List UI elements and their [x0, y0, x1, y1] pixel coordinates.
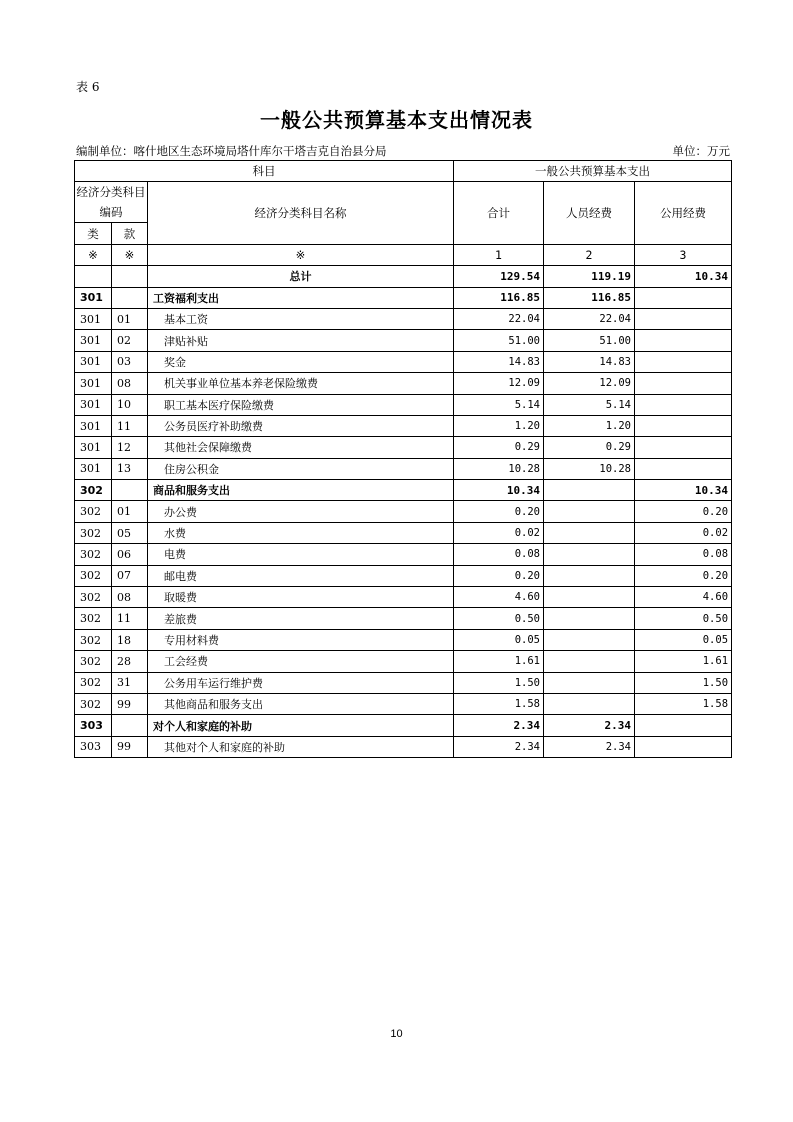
total-cell: 1.61: [454, 651, 544, 672]
item-header: 款: [112, 223, 148, 244]
personnel-cell: 0.29: [544, 437, 635, 458]
cat-cell: 301: [75, 351, 112, 372]
public-cell: 0.20: [635, 501, 732, 522]
name-cell: 总计: [148, 266, 454, 287]
total-cell: 0.05: [454, 629, 544, 650]
personnel-cell: [544, 608, 635, 629]
item-cell: 99: [112, 736, 148, 757]
item-cell: 11: [112, 415, 148, 436]
name-cell: 公务员医疗补助缴费: [148, 415, 454, 436]
table-row: [75, 501, 732, 522]
item-cell: 10: [112, 394, 148, 415]
name-cell: 其他商品和服务支出: [148, 693, 454, 714]
public-cell: [635, 458, 732, 479]
item-cell: [112, 287, 148, 308]
total-cell: 10.28: [454, 458, 544, 479]
item-cell: 03: [112, 351, 148, 372]
cat-cell: 301: [75, 308, 112, 329]
public-cell: 10.34: [635, 266, 732, 287]
total-cell: 51.00: [454, 330, 544, 351]
item-cell: [112, 480, 148, 501]
category-row: [75, 480, 732, 501]
table-row: [75, 373, 732, 394]
personnel-cell: 5.14: [544, 394, 635, 415]
expenditure-table: [74, 160, 732, 758]
category-row: [75, 287, 732, 308]
public-cell: [635, 287, 732, 308]
cat-cell: 302: [75, 522, 112, 543]
personnel-cell: 116.85: [544, 287, 635, 308]
cat-cell: [75, 266, 112, 287]
public-cell: 0.20: [635, 565, 732, 586]
org-unit: 编制单位：喀什地区生态环境局塔什库尔干塔吉克自治县分局: [76, 144, 387, 158]
total-row: [75, 266, 732, 287]
table-row: [75, 415, 732, 436]
personnel-cell: [544, 693, 635, 714]
name-header: 经济分类科目名称: [148, 182, 454, 244]
item-cell: 08: [112, 373, 148, 394]
table-row: [75, 629, 732, 650]
item-cell: 01: [112, 501, 148, 522]
cat-cell: 301: [75, 437, 112, 458]
name-cell: 公务用车运行维护费: [148, 672, 454, 693]
total-cell: 0.29: [454, 437, 544, 458]
total-cell: 0.08: [454, 544, 544, 565]
mark-item: ※: [112, 244, 148, 265]
total-cell: 0.02: [454, 522, 544, 543]
name-cell: 津贴补贴: [148, 330, 454, 351]
public-cell: 0.02: [635, 522, 732, 543]
name-cell: 对个人和家庭的补助: [148, 715, 454, 736]
cat-cell: 302: [75, 501, 112, 522]
subject-header: 科目: [75, 161, 454, 182]
personnel-header: 人员经费: [544, 182, 635, 244]
public-cell: 0.08: [635, 544, 732, 565]
table-row: [75, 308, 732, 329]
item-cell: 12: [112, 437, 148, 458]
unit-row: [76, 143, 730, 159]
name-cell: 基本工资: [148, 308, 454, 329]
item-cell: [112, 715, 148, 736]
table-row: [75, 458, 732, 479]
item-cell: 18: [112, 629, 148, 650]
col-index-2: 2: [544, 244, 635, 265]
name-cell: 电费: [148, 544, 454, 565]
total-cell: 22.04: [454, 308, 544, 329]
personnel-cell: 2.34: [544, 715, 635, 736]
cat-cell: 302: [75, 651, 112, 672]
public-cell: [635, 437, 732, 458]
table-row: [75, 651, 732, 672]
cat-cell: 302: [75, 693, 112, 714]
total-cell: 14.83: [454, 351, 544, 372]
public-cell: [635, 736, 732, 757]
public-cell: [635, 351, 732, 372]
name-cell: 商品和服务支出: [148, 480, 454, 501]
public-cell: [635, 373, 732, 394]
cat-cell: 301: [75, 330, 112, 351]
cat-cell: 301: [75, 415, 112, 436]
personnel-cell: [544, 651, 635, 672]
cat-cell: 301: [75, 287, 112, 308]
personnel-cell: [544, 565, 635, 586]
public-cell: 4.60: [635, 587, 732, 608]
total-cell: 12.09: [454, 373, 544, 394]
col-index-3: 3: [635, 244, 732, 265]
personnel-cell: [544, 629, 635, 650]
personnel-cell: [544, 544, 635, 565]
table-row: [75, 330, 732, 351]
name-cell: 职工基本医疗保险缴费: [148, 394, 454, 415]
name-cell: 奖金: [148, 351, 454, 372]
total-cell: 2.34: [454, 736, 544, 757]
header-row-1: [75, 161, 732, 182]
cat-cell: 302: [75, 608, 112, 629]
total-cell: 116.85: [454, 287, 544, 308]
public-cell: 10.34: [635, 480, 732, 501]
item-cell: 01: [112, 308, 148, 329]
cat-cell: 301: [75, 458, 112, 479]
cat-cell: 303: [75, 715, 112, 736]
mark-name: ※: [148, 244, 454, 265]
name-cell: 差旅费: [148, 608, 454, 629]
personnel-cell: 1.20: [544, 415, 635, 436]
col-index-1: 1: [454, 244, 544, 265]
personnel-cell: 12.09: [544, 373, 635, 394]
header-row-5: [75, 244, 732, 265]
table-row: [75, 394, 732, 415]
cat-cell: 303: [75, 736, 112, 757]
public-cell: 0.50: [635, 608, 732, 629]
public-cell: 1.61: [635, 651, 732, 672]
category-row: [75, 715, 732, 736]
name-cell: 机关事业单位基本养老保险缴费: [148, 373, 454, 394]
name-cell: 邮电费: [148, 565, 454, 586]
personnel-cell: [544, 501, 635, 522]
table-row: [75, 672, 732, 693]
money-unit: 单位：万元: [672, 144, 730, 158]
total-cell: 5.14: [454, 394, 544, 415]
table-row: [75, 587, 732, 608]
total-header: 合计: [454, 182, 544, 244]
basic-exp-header: 一般公共预算基本支出: [454, 161, 732, 182]
table-row: [75, 351, 732, 372]
cat-cell: 302: [75, 587, 112, 608]
item-cell: 06: [112, 544, 148, 565]
mark-cat: ※: [75, 244, 112, 265]
total-cell: 0.20: [454, 565, 544, 586]
public-cell: 0.05: [635, 629, 732, 650]
public-cell: [635, 394, 732, 415]
cat-cell: 302: [75, 672, 112, 693]
name-cell: 工资福利支出: [148, 287, 454, 308]
item-cell: 02: [112, 330, 148, 351]
total-cell: 10.34: [454, 480, 544, 501]
total-cell: 1.58: [454, 693, 544, 714]
public-cell: [635, 308, 732, 329]
cat-cell: 302: [75, 544, 112, 565]
name-cell: 取暖费: [148, 587, 454, 608]
public-cell: [635, 715, 732, 736]
item-cell: 31: [112, 672, 148, 693]
name-cell: 工会经费: [148, 651, 454, 672]
public-cell: 1.58: [635, 693, 732, 714]
item-cell: 28: [112, 651, 148, 672]
personnel-cell: [544, 672, 635, 693]
cat-cell: 301: [75, 373, 112, 394]
total-cell: 0.20: [454, 501, 544, 522]
total-cell: 1.50: [454, 672, 544, 693]
table-row: [75, 544, 732, 565]
table-row: [75, 522, 732, 543]
personnel-cell: 14.83: [544, 351, 635, 372]
name-cell: 其他社会保障缴费: [148, 437, 454, 458]
page-number: 10: [390, 1028, 403, 1040]
cat-cell: 301: [75, 394, 112, 415]
item-cell: [112, 266, 148, 287]
name-cell: 专用材料费: [148, 629, 454, 650]
personnel-cell: [544, 480, 635, 501]
public-header: 公用经费: [635, 182, 732, 244]
cat-cell: 302: [75, 565, 112, 586]
table-row: [75, 693, 732, 714]
public-cell: [635, 415, 732, 436]
cat-header: 类: [75, 223, 112, 244]
personnel-cell: [544, 587, 635, 608]
name-cell: 办公费: [148, 501, 454, 522]
item-cell: 05: [112, 522, 148, 543]
item-cell: 99: [112, 693, 148, 714]
total-cell: 0.50: [454, 608, 544, 629]
public-cell: [635, 330, 732, 351]
public-cell: 1.50: [635, 672, 732, 693]
table-row: [75, 736, 732, 757]
total-cell: 129.54: [454, 266, 544, 287]
table-label: 表 6: [76, 80, 100, 94]
personnel-cell: 22.04: [544, 308, 635, 329]
table-row: [75, 565, 732, 586]
total-cell: 4.60: [454, 587, 544, 608]
table-row: [75, 437, 732, 458]
personnel-cell: 119.19: [544, 266, 635, 287]
item-cell: 07: [112, 565, 148, 586]
item-cell: 08: [112, 587, 148, 608]
total-cell: 2.34: [454, 715, 544, 736]
cat-cell: 302: [75, 480, 112, 501]
total-cell: 1.20: [454, 415, 544, 436]
personnel-cell: 2.34: [544, 736, 635, 757]
personnel-cell: 51.00: [544, 330, 635, 351]
name-cell: 其他对个人和家庭的补助: [148, 736, 454, 757]
table-row: [75, 608, 732, 629]
personnel-cell: [544, 522, 635, 543]
personnel-cell: 10.28: [544, 458, 635, 479]
name-cell: 住房公积金: [148, 458, 454, 479]
cat-cell: 302: [75, 629, 112, 650]
page-title: 一般公共预算基本支出情况表: [260, 108, 533, 132]
code-header: 经济分类科目编码: [75, 182, 148, 223]
item-cell: 11: [112, 608, 148, 629]
item-cell: 13: [112, 458, 148, 479]
name-cell: 水费: [148, 522, 454, 543]
